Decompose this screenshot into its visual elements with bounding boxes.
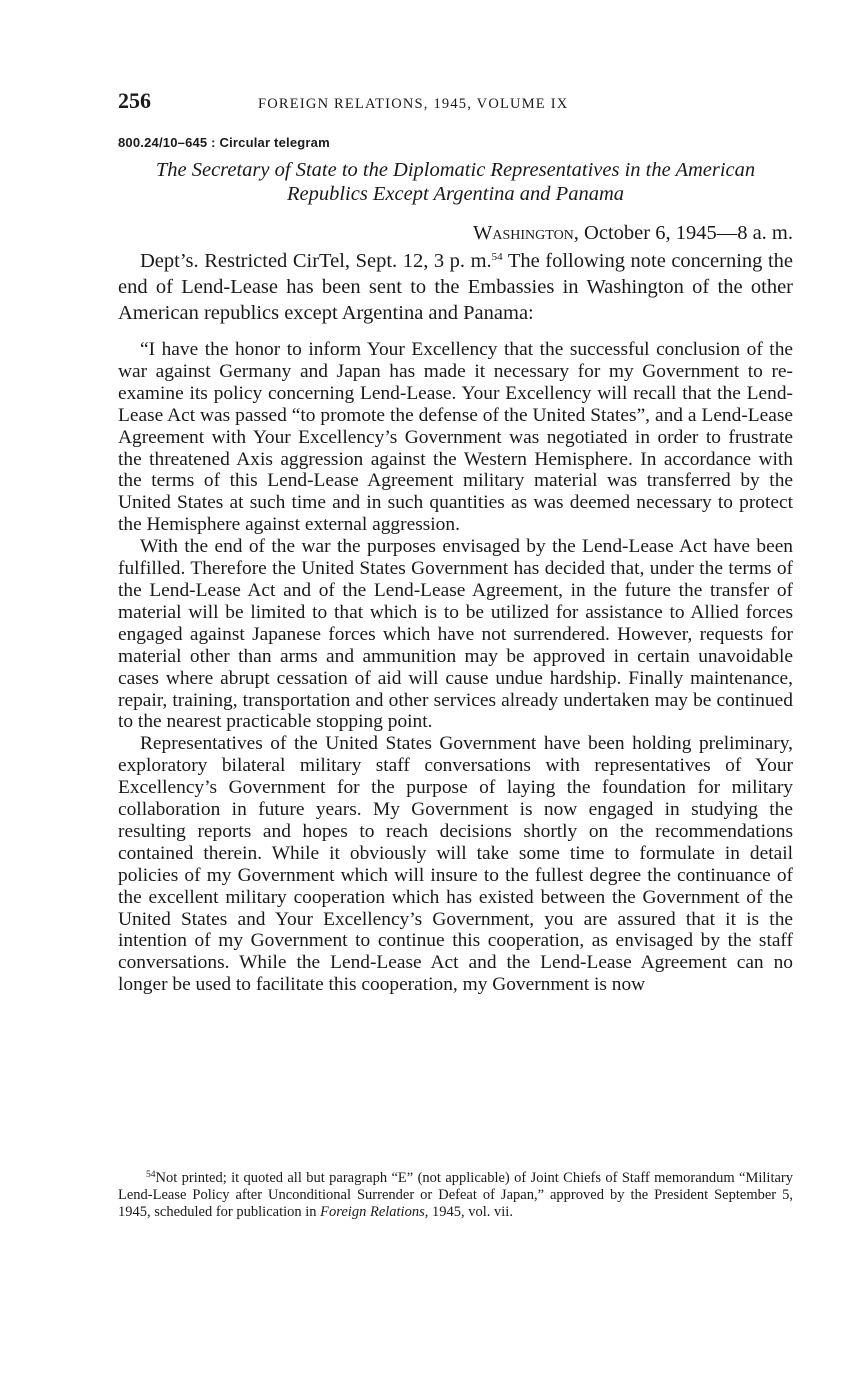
- dateline-date: , October 6, 1945—8 a. m.: [573, 222, 793, 244]
- intro-paragraph: [118, 248, 793, 326]
- footnote-text-end: , 1945, vol. vii.: [424, 1204, 513, 1221]
- footnotes: [118, 1170, 793, 1222]
- dateline: [118, 221, 793, 245]
- running-head: [118, 88, 793, 118]
- file-reference: 800.24/10–645 : Circular telegram: [118, 135, 330, 150]
- quote-paragraph: “I have the honor to inform Your Excellency that the successful conclusion of the war against Germany and Japan has made it necessary for my Government to re-examine its policy concerning Lend-Lease. Your Excellency will recall that the Lend-Lease Act was passed “to promote the defense of the United States”, and a Lend-Lease Agreement with Your Excellency’s Government was negotiated in order to frustrate the threatened Axis aggression against the Western Hemisphere. In accordance with the terms of this Lend-Lease Agreement military material was transferred by the United States at such time and in such quantities as was deemed necessary to protect the Hemisphere against external aggression.: [118, 339, 793, 536]
- footnote-italic-title: Foreign Relations: [320, 1204, 425, 1221]
- footnote-text: Not printed; it quoted all but paragraph “E” (not applicable) of Joint Chiefs of Staff memorandum “Military Lend-Lease Policy after Unconditional Surrender or Defeat of Japan,” approved by the President September 5, 1945, scheduled for publication in: [118, 1170, 793, 1221]
- footnote: [118, 1170, 793, 1222]
- intro-text: Dept’s. Restricted CirTel, Sept. 12, 3 p. m.: [140, 250, 492, 272]
- intro-text-continued: The following note concerning the end of Lend-Lease has been sent to the Embassies in Washington of the other American republics except Argentina and Panama:: [118, 250, 793, 324]
- running-title: FOREIGN RELATIONS, 1945, VOLUME IX: [258, 96, 569, 112]
- quote-paragraph: Representatives of the United States Government have been holding preliminary, exploratory bilateral military staff conversations with representatives of Your Excellency’s Government for the purpose of laying the foundation for military collaboration in future years. My Government is now engaged in studying the resulting reports and hopes to reach decisions shortly on the recommendations contained therein. While it obviously will take some time to formulate in detail policies of my Government which will insure to the fullest degree the continuance of the excellent military cooperation which has existed between the Government of the United States and Your Excellency’s Government, you are assured that it is the intention of my Government to continue this cooperation, as envisaged by the staff conversations. While the Lend-Lease Act and the Lend-Lease Agreement can no longer be used to facilitate this cooperation, my Government is now: [118, 733, 793, 996]
- document-title: The Secretary of State to the Diplomatic Representatives in the American Republics Except Argentina and Panama: [155, 159, 756, 205]
- page-body: [118, 88, 793, 996]
- quoted-note: [118, 339, 793, 996]
- footnote-reference: 54: [491, 251, 503, 263]
- dateline-place: Washington: [473, 222, 574, 244]
- footnote-mark: 54: [146, 1170, 156, 1180]
- quote-paragraph: With the end of the war the purposes envisaged by the Lend-Lease Act have been fulfilled. Therefore the United States Government has decided that, under the terms of the Lend-Lease Act and of the Lend-Lease Agreement, in the future the transfer of material will be limited to that which is to be utilized for assistance to Allied forces engaged against Japanese forces which have not surrendered. However, requests for material other than arms and ammunition may be approved in certain unavoidable cases where abrupt cessation of aid will cause undue hardship. Finally maintenance, repair, training, transportation and other services already undertaken may be continued to the nearest practicable stopping point.: [118, 536, 793, 733]
- page-number: 256: [118, 88, 151, 113]
